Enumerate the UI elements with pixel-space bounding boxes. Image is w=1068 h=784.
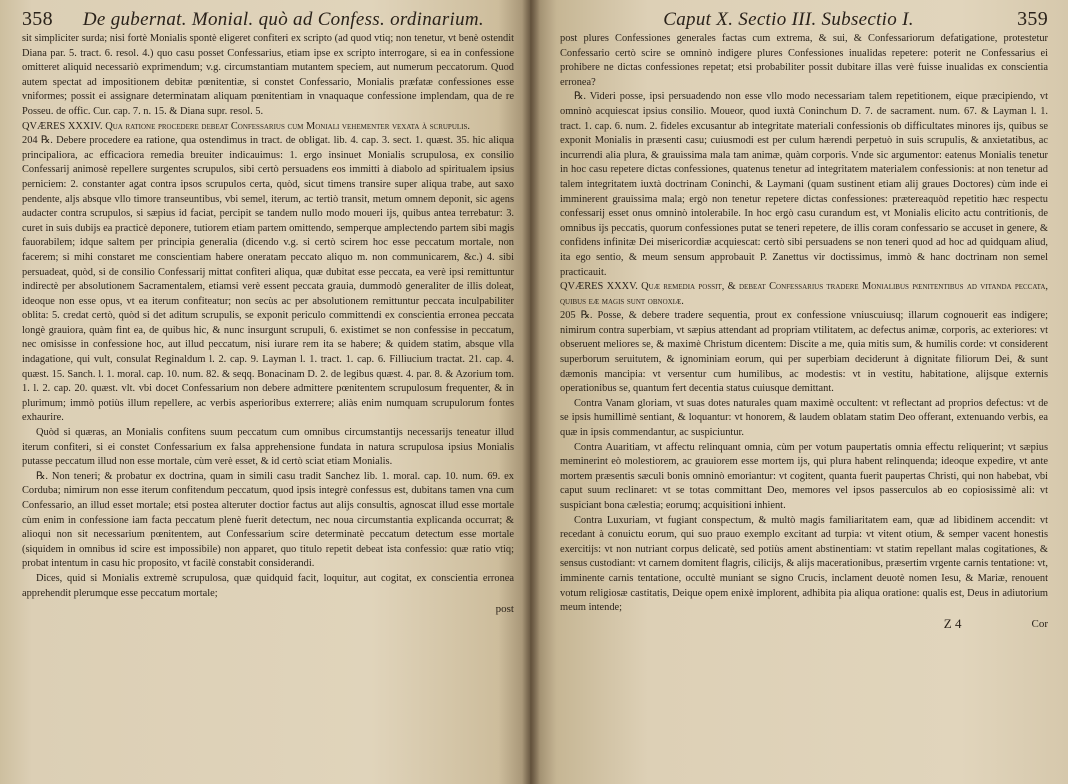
left-page	[0, 0, 530, 784]
question-heading: QVÆRES XXXIV. Qua ratione procedere debeat Confessarius cum Moniali vehementer vexata à scrupulis.	[22, 120, 470, 132]
paragraph: Contra Luxuriam, vt fugiant conspectum, & multò magis familiaritatem eam, quæ ad libidinem accendit: vt recedant à conuictu eorum, qui suo prauo exemplo excitant ad turpia: vt vitent otium, & semper vacent honestis exercitijs: vt non nutriant corpus delicatè, sed potiùs ament abstinentiam: vt statim repellant malas cogitationes, & sensus custodiant: vt carnem domitent flagris, cilicijs, & alijs macerationibus, præsertim vrgente carnis tentatione: vt, imminente carnis tentatione, occultè muniant se signo Crucis, inclament deuotè nomen Iesu, & Mariæ, renouent votum religiosæ castitatis, Deique opem enixè implorent, adhibita pia aliqua oratione: qualis est, Deus in adiutorium meum intende;	[560, 514, 1048, 614]
left-body-text	[22, 32, 514, 601]
right-running-title: Caput X. Sectio III. Subsectio I.	[663, 9, 914, 30]
right-page	[530, 0, 1068, 784]
paragraph: ℞. Videri posse, ipsi persuadendo non esse vllo modo necessariam talem repetitionem, eique præcipiendo, vt omninò acquiescat ipsius consilio. Moueor, quod iuxtà Coninchum D. 7. de sacrament. num. 67. & Layman l. 1. tract. 1. cap. 6. num. 2. fideles excusantur ab integritate materiali confessionis ob difficultates minores ijs, quibus se exponit Monialis in præsenti casu; cuiusmodi est per culum hærendi perpetuò in suis scrupulis, & anxietatibus, ac incurrendi alia plura, & grauissima mala tam animæ, quàm corporis. Vnde sic argumentor: eatenus Monialis tenetur in hoc casu repetere dictas confessiones, quatenus tenetur ad integritatem materialem confessionis: at non tenetur ad talem integritatem iuxtà doctrinam Coninchi, & Laymani (quam sustinent etiam alij graues Doctores) cùm inde ei imminerent grauissima mala; ergò non tenetur repetere dictas confessiones: prætereaquòd repetitio hæc respectu confessarij esset onus omninò intolerabile. In hoc ergò casu curandum est, vt Monialis elicito actu contritionis, de omnibus ijs peccatis, quorum confessiones putat se teneri repetere, de illis coram confessario se accuset in genere, & confidens infinitæ Dei misericordiæ acquiescat: certò sibi persuadens se non teneri quod ad hoc ad quidquam aliud, ita ego sentio, & meum sensum approbauit P. Zanettus vir doctissimus, immò & hanc doctrinam non semel practicauit.	[560, 91, 1048, 278]
paragraph: sit simpliciter surda; nisi fortè Monialis spontè eligeret confiteri ex scripto (ad quod vtiq; non tenetur, vt benè ostendit Diana par. 5. tract. 6. resol. 4.) quo casu posset Confessarius, etiam ipse ex scripto interrogare, si ea in confessione omitteret aliquid necessariò exprimendum; v.g. circumstantiam mutantem speciem, aut numerum peccatorum. Quod autem spectat ad impositionem debitæ pœnitentiæ, si constet Confessario, Monialis præfatæ confessiones esse vniformes; possit ei assignare determinatam aliquam pœnitentiam in vnaquaque confessione implendam, qua de re Posseu. de offic. Cur. cap. 7. n. 15. & Diana supr. resol. 5.	[22, 33, 514, 117]
paragraph: Dices, quid si Monialis extremè scrupulosa, quæ quidquid facit, loquitur, aut cogitat, ex conscientia erronea apprehendit plerumque esse peccatum mortale;	[22, 572, 514, 599]
paragraph: post plures Confessiones generales factas cum extrema, & sui, & Confessariorum defatigatione, protestetur Confessario certò scire se omninò indigere plures Confessiones inualidas repetere: poterit ne Confessarius ei prohibere ne dictas confessiones repetat; etsi probabiliter possit dubitare illas verè fuisse inualidas ex conscientia erronea?	[560, 33, 1048, 88]
paragraph: Contra Auaritiam, vt affectu relinquant omnia, cùm per votum paupertatis omnia effectu reliquerint; vt sæpius meminerint eò molestiorem, ac grauiorem esse mortem ijs, qui plura habent relinquenda; ideoque expedire, vt ante mortem præsentis sæculi bonis omninò emoriantur: vt cogitent, quanta fuerit paupertas Christi, qui non habebat, vbi caput suum reclinaret: vt se totas committant Deo, memores vel ipsos passerculos ab eo copiosissimè ali: vt suspiciant bona cælestia; eorumq; acquisitioni inhient.	[560, 441, 1048, 511]
book-gutter	[522, 0, 540, 784]
paragraph: 205 ℞. Posse, & debere tradere sequentia, prout ex confessione vniuscuiusq; illarum cognouerit eas indigere; nimirum contra superbiam, vt sæpius attendant ad propriam vtilitatem, ac defectus animæ, corporis, ac exteriores: vt obseruent meliores se, & maximè Christum dicentem: Discite a me, quia mitis sum, & humilis corde: vt considerent superborum seruitutem, & ignominiam eorum, qui per superbiam deciderunt à dignitate filiorum Dei, & sunt dæmonis mancipia: vt versentur cum humilibus, ac modestis: vt in vestitu, habitatione, alijsque externis operationibus se, quantum fert decentia status cuiusque demittant.	[560, 310, 1048, 395]
right-footer	[560, 617, 1048, 631]
paragraph: 204 ℞. Debere procedere ea ratione, qua ostendimus in tract. de obligat. lib. 4. cap. 3. sect. 1. quæst. 35. hic aliqua principaliora, ac efficaciora remedia breuiter indicauimus: 1. ergo insinuet Monialis scrupulosa, ex consilio Confessarij animosè repellere surgentes scrupulos, sibi certò persuadens eos immitti à diabolo ad spiritualem ipsius perniciem: 2. constanter agat contra ipsos scrupulos certa, quòd, sicut timens transire super aliqua trabe, aut saxo pendente, aljs absque vllo timore transeuntibus, vbi semel, iterum, ac tertiò transit, metum omnem deponit, sic agens audacter contra scrupulos, si sæpius id faciat, percipit se tandem nullo modo moueri ijs, quibus antea terrebatur: 3. curet in suis dubijs ea practicè deponere, tutiorem etiam partem omittendo, semperque amplectendo partem sibi magis fauorabilem; idque saltem per principia generalia (dicendo v.g. si certò scirem hoc esse peccatum mortale, non facerem; si mihi constaret me conscientiam habere oneratam peccato aliquo m. non communicarem, &c.) 4. sibi persuadeat, quòd, si de consilio Confessarij mittat confiteri aliqua, quæ dubitat esse peccata, ea verè ipsi remittuntur indirectè per absolutionem Sacramentalem, etiamsi verè essent peccata grauia, dummodò generaliter de illis doleat, ideoque non esse opus, vt ea iterum confiteatur; non secùs ac per absolutionem remittuntur peccata inculpabiliter oblita: 5. credat certò, quòd si det aditum scrupulis, se exponit periculo committendi ex conscientia erronea peccata longè grauiora, quàm fint ea, de quibus hic, & nunc insurgunt scrupuli, 6. existimet se non confessise in peccatum, nec omisisse in confessione hoc, aut illud peccatum, nisi iurare rem ita se habere; & quidem statim, absque vlla indagatione, qui vult, consulat Reginaldum l. 2. cap. 9. Layman l. 1. tract. 1. cap. 6. Filliucium tractat. 21. cap. 4. quæst. 15. Sanch. l. 1. moral. cap. 10. num. 82. & seqq. Bonacinam D. 2. de legibus quæst. 4. par. 8. & Azorium tom. 1. l. 2. cap. 20. quæst. vlt. vbi docet Confessarium non debere admittere pœnitentem scrupulosum frequenter, & in plurimum; immò potiùs illum repellere, ac verbis asperioribus exterrere; aliàs enim numquam scrupulorum fontes exhaurire.	[22, 135, 514, 424]
paragraph: Contra Vanam gloriam, vt suas dotes naturales quam maximè occultent: vt reflectant ad proprios defectus: vt de se ipsis humillimè sentiant, & loquantur: vt honorem, & laudem oblatam statim Deo offerant, extenuando verbis, ea quæ in ipsis commendantur, ac suspiciuntur.	[560, 397, 1048, 439]
paragraph: Quòd si quæras, an Monialis confitens suum peccatum cum omnibus circumstantijs necessarijs teneatur illud iterum confiteri, si ei constet Confessarium ex falsa apprehensione fundata in natura scrupulosa ipsius Monialis putasse peccatum illud non esse mortale, cùm verè esset, & id certò sciat etiam Monialis.	[22, 427, 514, 468]
left-page-number: 358	[22, 8, 53, 30]
right-page-number: 359	[1017, 8, 1048, 30]
catchword: Cor	[1031, 617, 1048, 630]
question-heading: QVÆRES XXXV. Quæ remedia possit, & debeat Confessarius tradere Monialibus pœnitentibus ad vitanda peccata, quibus eæ magis sunt obnoxiæ.	[560, 281, 1048, 307]
signature-mark: Z 4	[943, 615, 962, 631]
left-footer	[22, 602, 514, 616]
left-running-head	[22, 6, 514, 32]
catchword: post	[495, 603, 514, 616]
left-running-title: De gubernat. Monial. quò ad Confess. ordinarium.	[82, 9, 484, 30]
right-running-head	[560, 6, 1048, 32]
paragraph: ℞. Non teneri; & probatur ex doctrina, quam in simili casu tradit Sanchez lib. 1. moral. cap. 10. num. 69. ex Corduba; nimirum non esse iterum confitendum peccatum, quod ipsis integrè confessus est, dubitans tamen vna cum Confessario, an illud esset mortale; etsi postea alteruter doctior factus aut alijs consultis, agnoscat illud esse mortale cùm enim in confessione iam facta peccatum plenè fuerit detectum, nec noua circumstantia explicanda occurrat; & alioqui non sit necessarium pœnitentem, aut Confessarium scire determinatè peccatum detectum esse mortale (siquidem in omnibus id scire est impossibile) non apparet, quo titulo repetit debeat ista confessio: quæ ratio vtiq; probat intentum in casu hic proposito, vt facilè constabit considerandi.	[22, 470, 514, 570]
right-body-text	[560, 32, 1048, 616]
